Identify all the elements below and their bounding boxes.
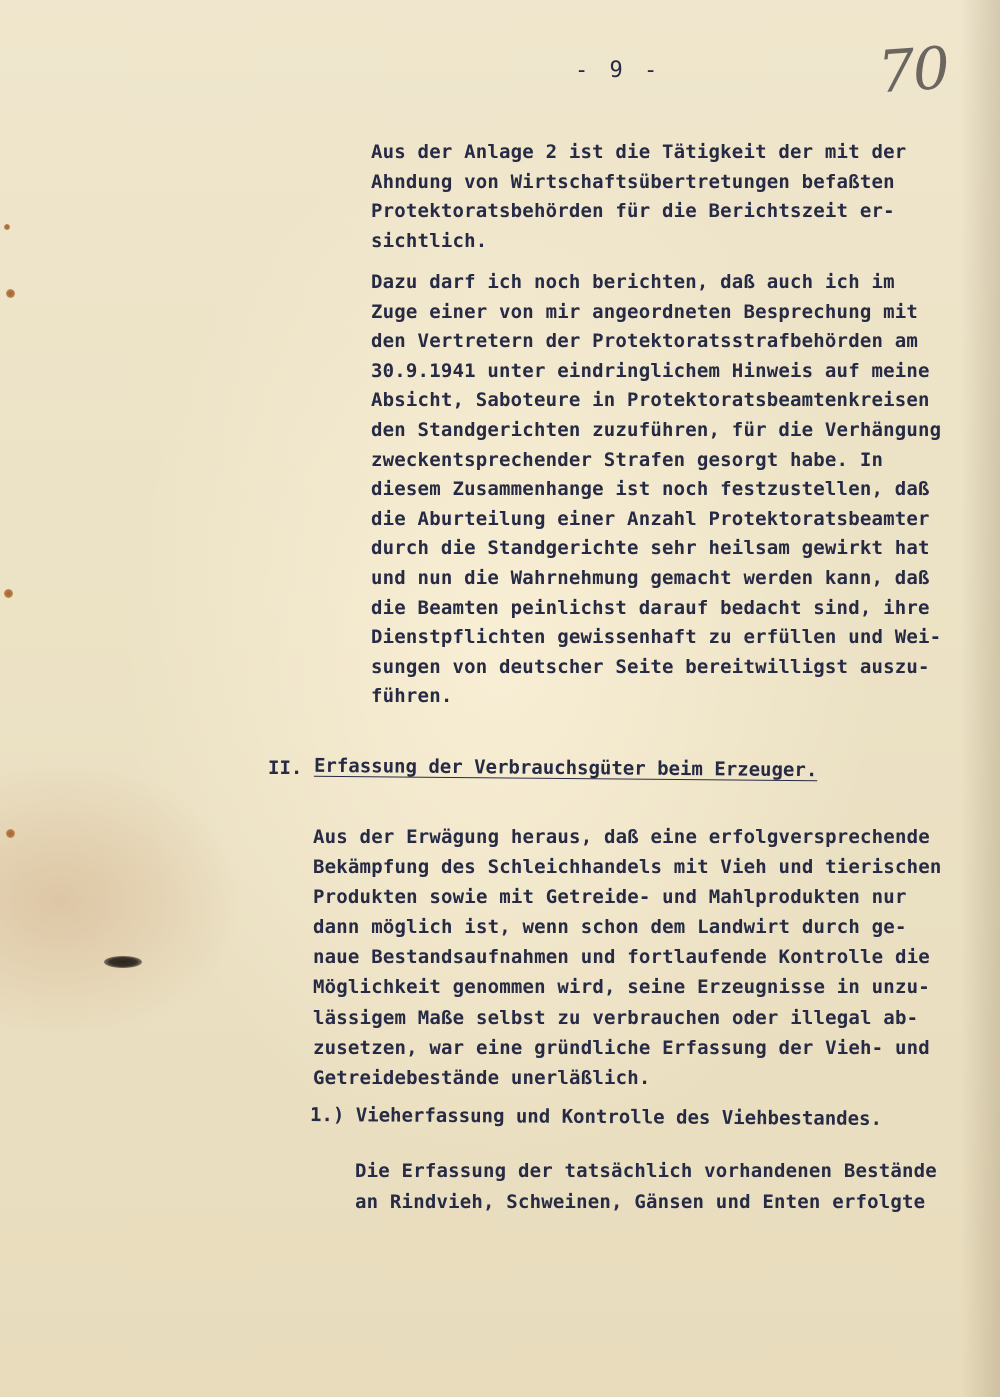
paragraph-anlage: Aus der Anlage 2 ist die Tätigkeit der mit der Ahndung von Wirtschaftsübertretungen befaßten Protektoratsbehörden für die Berichtszeit er- sichtlich. bbox=[371, 141, 907, 252]
page-edge-shadow bbox=[960, 0, 1000, 1397]
paragraph-erfassung: Die Erfassung der tatsächlich vorhandenen Bestände an Rindvieh, Schweinen, Gänsen und Enten erfolgte bbox=[355, 1160, 937, 1213]
binder-hole bbox=[4, 589, 13, 598]
paragraph-bericht: Dazu darf ich noch berichten, daß auch ich im Zuge einer von mir angeordneten Besprechung mit den Vertretern der Protektoratsstrafbehörden am 30.9.1941 unter eindringlichem Hinweis auf meine Absicht, Saboteure in Protektoratsbeamtenkreisen den Standgerichten zuzuführen, für die Verhängung zweckentsprechender Strafen gesorgt habe. In diesem Zusammenhange ist noch festzustellen, daß die Aburteilung einer Anzahl Protektoratsbeamter durch die Standgerichte sehr heilsam gewirkt hat und nun die Wahrnehmung gemacht werden kann, daß die Beamten peinlichst darauf bedacht sind, ihre Dienstpflichten gewissenhaft zu erfüllen und Wei- sungen von deutscher Seite bereitwilligst auszu- führen. bbox=[371, 271, 942, 708]
ink-blot bbox=[104, 956, 142, 968]
section-title: Erfassung der Verbrauchsgüter beim Erzeuger. bbox=[313, 754, 818, 782]
subsection-heading: 1.) Vieherfassung und Kontrolle des Viehbestandes. bbox=[309, 1104, 883, 1130]
handwritten-folio-number: 70 bbox=[875, 33, 951, 107]
binder-hole bbox=[6, 829, 15, 838]
section-number: II. bbox=[268, 757, 303, 779]
paragraph-erwaegung: Aus der Erwägung heraus, daß eine erfolgversprechende Bekämpfung des Schleichhandels mit Vieh und tierischen Produkten sowie mit Getreide- und Mahlprodukten nur dann möglich ist, wenn schon dem Landwirt durch ge- naue Bestandsaufnahmen und fortlaufende Kontrolle die Möglichkeit genommen wird, seine Erzeugnisse in unzu- lässigem Maße selbst zu verbrauchen oder illegal ab- zusetzen, war eine gründliche Erfassung der Vieh- und Getreidebestände unerläßlich. bbox=[313, 826, 942, 1089]
binder-hole bbox=[6, 289, 15, 298]
binder-hole bbox=[4, 224, 10, 230]
page-number: - 9 - bbox=[575, 58, 662, 83]
